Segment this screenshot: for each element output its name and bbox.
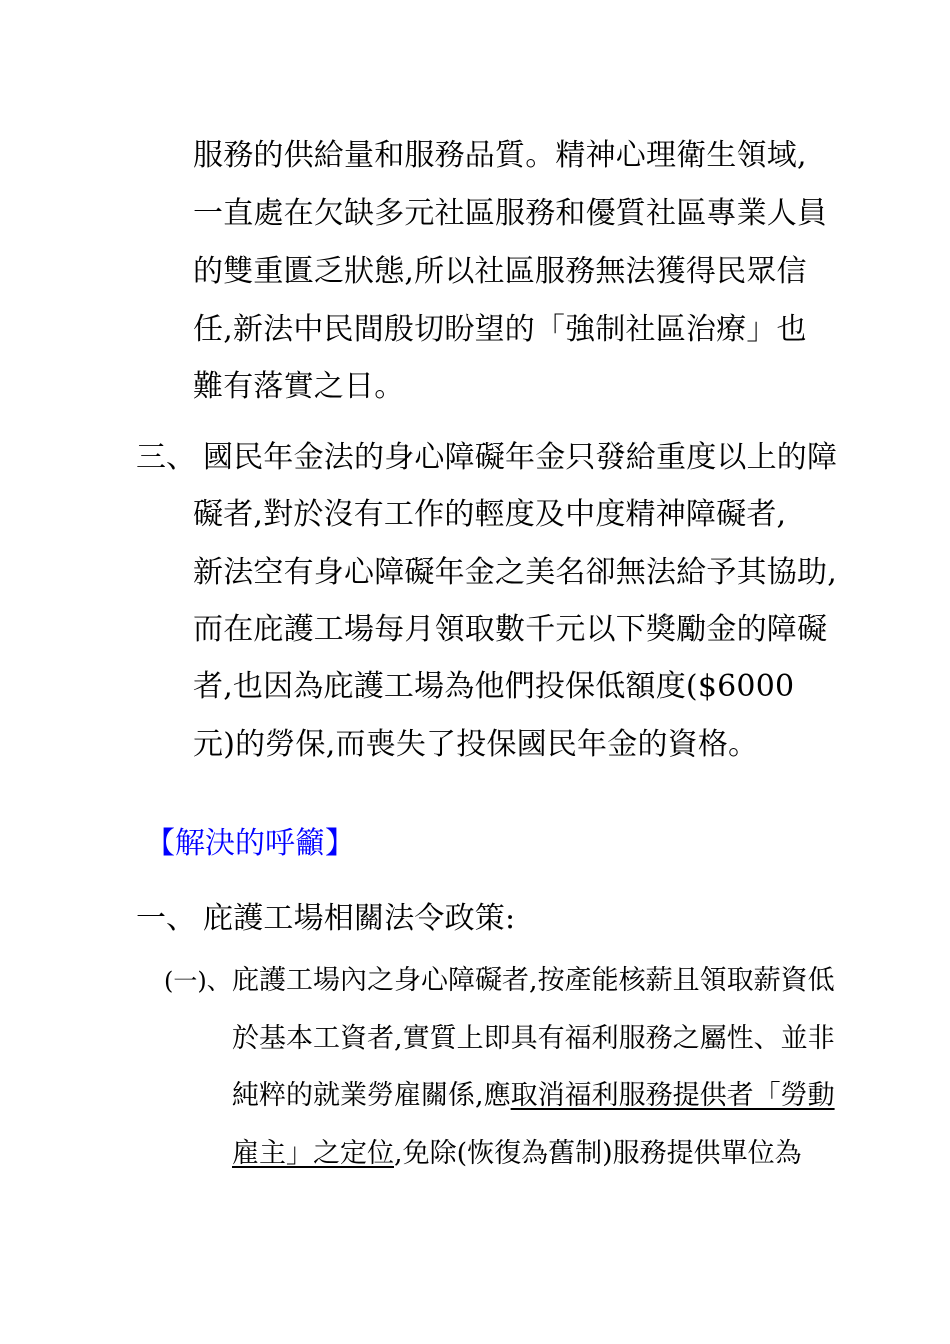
section-heading: 【解決的呼籲】 (145, 826, 355, 861)
sub-item-line-3 (232, 1078, 835, 1114)
intro-line-1: 服務的供給量和服務品質。精神心理衛生領域, (193, 138, 807, 173)
intro-line-5: 難有落實之日。 (193, 369, 405, 404)
sub-item-line-1: 庇護工場內之身心障礙者,按產能核薪且領取薪資低 (232, 965, 835, 996)
sub-item-line-4-plain: ,免除(恢復為舊制)服務提供單位為 (394, 1138, 802, 1169)
sub-item-marker: (一)、 (164, 967, 231, 995)
item-one-marker: 一、 (136, 901, 196, 936)
item-three-line-5: 者,也因為庇護工場為他們投保低額度($6000 (193, 669, 795, 704)
item-three-line-2: 礙者,對於沒有工作的輕度及中度精神障礙者, (193, 497, 787, 532)
sub-item-line-4 (232, 1136, 802, 1172)
intro-line-2: 一直處在欠缺多元社區服務和優質社區專業人員 (193, 196, 828, 231)
sub-item-line-4-underlined: 雇主」之定位 (232, 1138, 394, 1169)
intro-line-3: 的雙重匱乏狀態,所以社區服務無法獲得民眾信 (193, 254, 807, 289)
item-three-line-6: 元)的勞保,而喪失了投保國民年金的資格。 (193, 727, 759, 762)
sub-item-line-3-plain: 純粹的就業勞雇關係,應 (232, 1080, 511, 1111)
intro-line-4: 任,新法中民間殷切盼望的「強制社區治療」也 (193, 312, 807, 347)
sub-item-line-2: 於基本工資者,實質上即具有福利服務之屬性、並非 (232, 1023, 835, 1054)
item-one-text: 庇護工場相關法令政策: (203, 901, 516, 936)
item-three-line-1: 國民年金法的身心障礙年金只發給重度以上的障 (203, 440, 838, 475)
item-three-line-3: 新法空有身心障礙年金之美名卻無法給予其協助, (193, 555, 837, 590)
item-three-marker: 三、 (136, 440, 196, 475)
item-three-line-4: 而在庇護工場每月領取數千元以下獎勵金的障礙 (193, 612, 828, 647)
sub-item-line-3-underlined: 取消福利服務提供者「勞動 (510, 1080, 835, 1111)
